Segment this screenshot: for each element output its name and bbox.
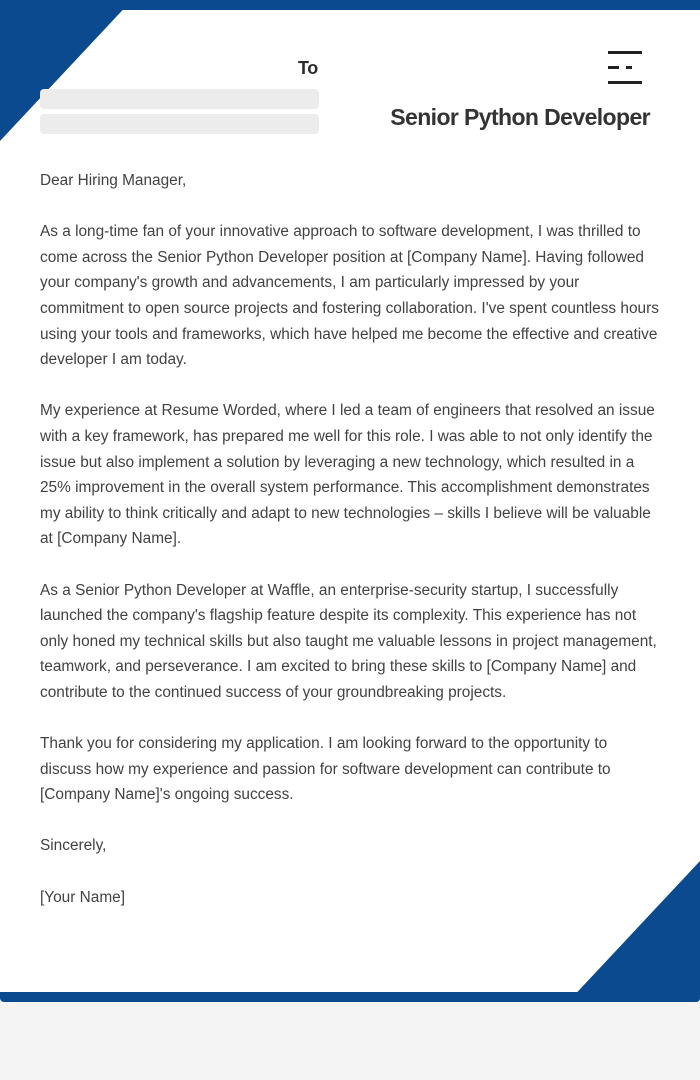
bottom-accent-band — [0, 992, 700, 1002]
salutation: Dear Hiring Manager, — [40, 172, 187, 189]
letter-paragraph: My experience at Resume Worded, where I led a team of engineers that resolved an issue with a key framework, has prepared me well for this role. I was able to not only identify the issue but also implement a solution by leveraging a new technology, which resulted in a 25% improvement in the overall system performance. This accomplishment demonstrates my ability to think critically and adapt to new technologies – skills I believe will be valuable at [Company Name]. — [40, 402, 655, 548]
recipient-placeholder-line — [40, 114, 319, 134]
recipient-placeholder-line — [40, 89, 319, 109]
letter-body — [40, 168, 660, 936]
to-label: To — [297, 58, 318, 78]
closing: Sincerely, — [40, 837, 107, 855]
document-lines-icon — [607, 51, 643, 85]
letter-paragraph: As a long-time fan of your innovative approach to software development, I was thrilled to come across the Senior Python Developer position at [Company Name]. Having followed your company's growth and advancements, I am particularly impressed by your commitment to open source projects and fostering collaboration. I've spent countless hours using your tools and frameworks, which have helped me become the effective and creative developer I am today. — [40, 223, 659, 369]
job-title: Senior Python Developer — [390, 104, 650, 130]
signature: [Your Name] — [40, 888, 125, 906]
letter-paragraph: Thank you for considering my application. I am looking forward to the opportunity to discuss how my experience and passion for software development can contribute to [Company Name]'s ongoing success. — [40, 735, 611, 804]
letter-paragraph: As a Senior Python Developer at Waffle, an enterprise-security startup, I successfully launched the company's flagship feature despite its complexity. This experience has not only honed my technical skills but also taught me valuable lessons in project management, teamwork, and perseverance. I am excited to bring these skills to [Company Name] and contribute to the continued success of your groundbreaking projects. — [40, 581, 657, 701]
